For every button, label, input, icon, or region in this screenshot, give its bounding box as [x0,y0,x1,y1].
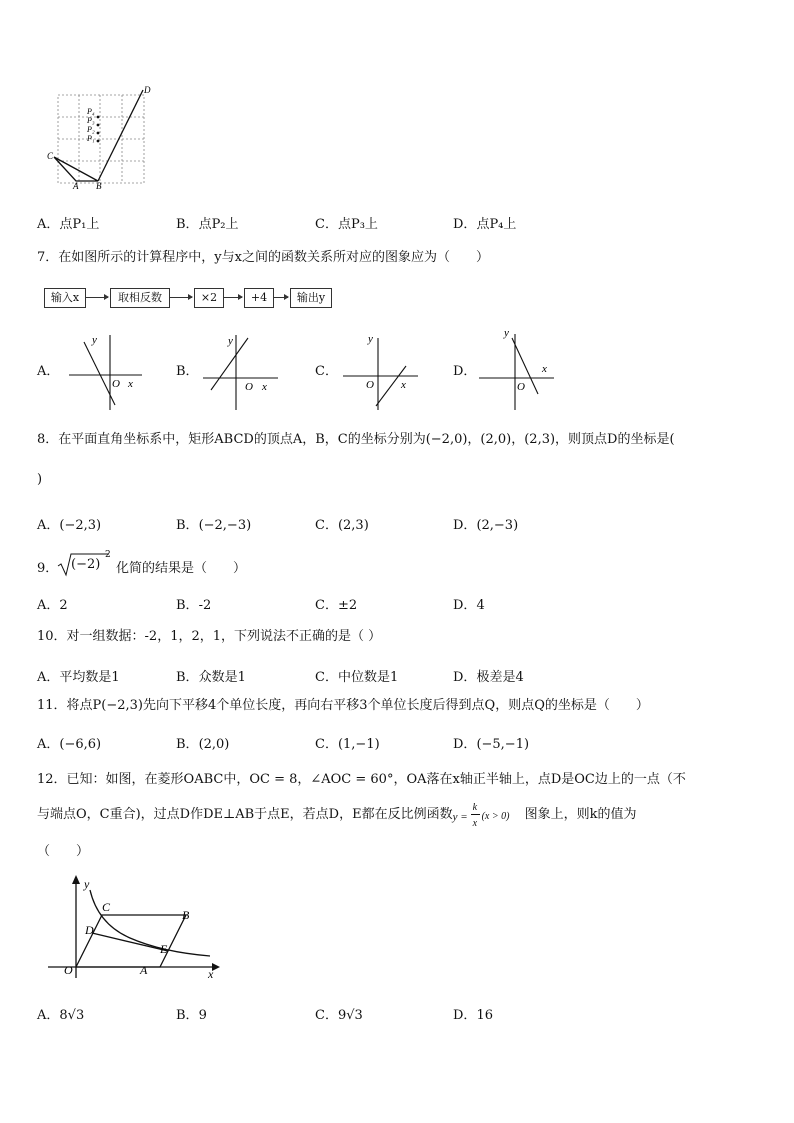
flow-arrow [170,297,192,298]
q9-exponent: 2 [105,550,111,560]
axis-label-y: y [228,335,233,347]
q7-option-d[interactable]: D． [453,364,477,379]
label-A: A [73,181,79,190]
q6-option-b[interactable]: B．点P₂上 [176,217,239,232]
func-x: x [472,818,478,829]
q9-option-d[interactable]: D．4 [453,598,485,613]
axis-label-o: O [517,381,525,393]
q6-option-a[interactable]: A．点P₁上 [37,217,100,232]
axis-label-o: O [112,378,120,390]
label-C: C [102,900,111,914]
q12-stem-text-b: 图象上，则k的值为 [524,807,637,822]
q11-option-a[interactable]: A．(−6,6) [37,737,102,752]
label-E: E [160,942,168,956]
q9-option-c[interactable]: C．±2 [315,598,358,613]
q8-option-b[interactable]: B．(−2,−3) [176,518,252,533]
label-x: x [208,967,214,981]
q12-function [452,802,525,829]
axis-label-y: y [92,334,97,346]
flow-input: 输入x [44,288,86,308]
q12-stem-line2 [37,802,637,829]
axis-label-o: O [245,381,253,393]
func-y: y = [452,811,468,823]
q7-graph-b [198,330,283,412]
label-P3: P₃ [87,116,95,125]
q11-option-b[interactable]: B．(2,0) [176,737,230,752]
q10-option-d[interactable]: D．极差是4 [453,670,524,685]
label-D: D [144,85,151,95]
func-k: k [472,802,478,813]
q6-option-c[interactable]: C．点P₃上 [315,217,378,232]
q10-option-b[interactable]: B．众数是1 [176,670,246,685]
q12-option-c[interactable]: C．9√3 [315,1008,363,1023]
q7-graph-a [62,330,147,412]
q12-stem-line3: （ ） [37,844,90,859]
q7-graph-c [338,330,423,412]
flow-times2: ×2 [194,288,224,308]
axis-label-o: O [366,379,374,391]
q6-option-d[interactable]: D．点P₄上 [453,217,517,232]
label-O: O [64,963,73,977]
label-D: D [85,923,94,937]
q8-stem: 8．在平面直角坐标系中，矩形ABCD的顶点A，B，C的坐标分别为(−2,0)，(2,0)，(2,3)，则顶点D的坐标是( [37,432,675,447]
flow-negate: 取相反数 [110,288,170,308]
q9-number: 9． [37,561,59,576]
q8-stem-cont: ) [37,472,43,487]
q11-stem: 11．将点P(−2,3)先向下平移4个单位长度，再向右平移3个单位长度后得到点Q，则点Q的坐标是（ ） [37,698,649,713]
q12-stem-line1: 12．已知：如图，在菱形OABC中，OC = 8，∠AOC = 60°，OA落在x轴正半轴上，点D是OC边上的一点（不 [37,772,686,787]
flow-arrow [86,297,108,298]
q7-option-c[interactable]: C． [315,364,338,379]
q12-option-a[interactable]: A．8√3 [37,1008,85,1023]
q8-option-d[interactable]: D．(2,−3) [453,518,519,533]
label-C: C [47,151,54,161]
q6-figure [40,85,160,190]
q7-option-b[interactable]: B． [176,364,199,379]
q9-stem-text: 化简的结果是（ ） [116,561,247,576]
q9-radicand: (−2) [71,557,101,572]
label-B: B [96,181,102,190]
axis-label-x: x [401,379,406,391]
axis-label-y: y [368,333,373,345]
q9-option-a[interactable]: A．2 [37,598,68,613]
q12-option-b[interactable]: B．9 [176,1008,207,1023]
label-P1: P₁ [87,134,95,143]
q10-stem: 10．对一组数据：-2，1，2，1，下列说法不正确的是（ ） [37,629,382,644]
flow-output: 输出y [290,288,332,308]
label-B: B [182,908,190,922]
flow-plus4: +4 [244,288,274,308]
flow-arrow [224,297,242,298]
q11-option-c[interactable]: C．(1,−1) [315,737,380,752]
label-A: A [140,963,148,977]
q12-option-d[interactable]: D．16 [453,1008,493,1023]
label-y: y [84,877,90,891]
q7-graph-d [474,324,559,412]
q11-option-d[interactable]: D．(−5,−1) [453,737,530,752]
q7-option-a[interactable]: A． [37,364,60,379]
q7-stem: 7．在如图所示的计算程序中，y与x之间的函数关系所对应的图象应为（ ） [37,250,489,265]
q9-stem [37,550,247,576]
q8-option-c[interactable]: C．(2,3) [315,518,369,533]
label-P4: P₄ [87,107,95,116]
label-P2: P₂ [87,125,95,134]
axis-label-x: x [262,381,267,393]
axis-label-x: x [128,378,133,390]
q10-option-c[interactable]: C．中位数是1 [315,670,399,685]
q10-option-a[interactable]: A．平均数是1 [37,670,120,685]
axis-label-x: x [542,363,547,375]
axis-label-y: y [504,327,509,339]
q12-stem-text-a: 与端点O，C重合)，过点D作DE⊥AB于点E，若点D，E都在反比例函数 [37,807,453,822]
func-cond: (x > 0) [481,811,510,822]
q8-option-a[interactable]: A．(−2,3) [37,518,102,533]
flow-arrow [274,297,288,298]
q12-figure [40,872,225,982]
q9-option-b[interactable]: B．-2 [176,598,212,613]
